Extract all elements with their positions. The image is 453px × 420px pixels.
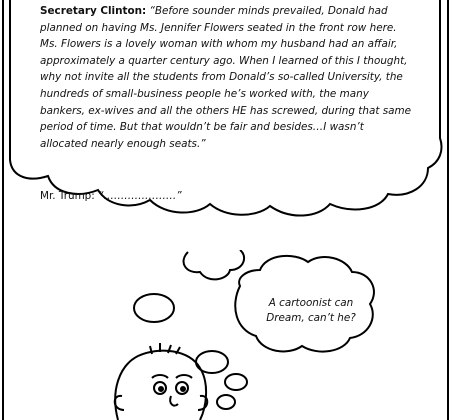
dream-caption: A cartoonist can Dream, can’t he?	[266, 297, 356, 324]
clinton-speech	[40, 3, 412, 152]
trump-quote: “…………………”	[98, 190, 182, 202]
speech-text: “Before sounder minds prevailed, Donald had planned on having Ms. Jennifer Flowers seated in the front row here. Ms. Flowers is a lovely woman with whom my husband had an affair, approximately a quarter century ago. When I learned of this I thought, why not invite all the students from Donald’s so-called University, the hundreds of small-business people he’s worked with, the many bankers, ex-wives and all the others HE has screwed, during that same period of time. But that wouldn’t be fair and besides…I wasn’t allocated nearly enough seats.”	[40, 5, 411, 150]
cartoonist-head	[115, 343, 208, 420]
cartoonist-drawing	[0, 250, 453, 420]
speaker-name: Secretary Clinton:	[40, 5, 147, 17]
trump-reply	[40, 190, 182, 202]
trump-speaker: Mr. Trump:	[40, 190, 95, 202]
